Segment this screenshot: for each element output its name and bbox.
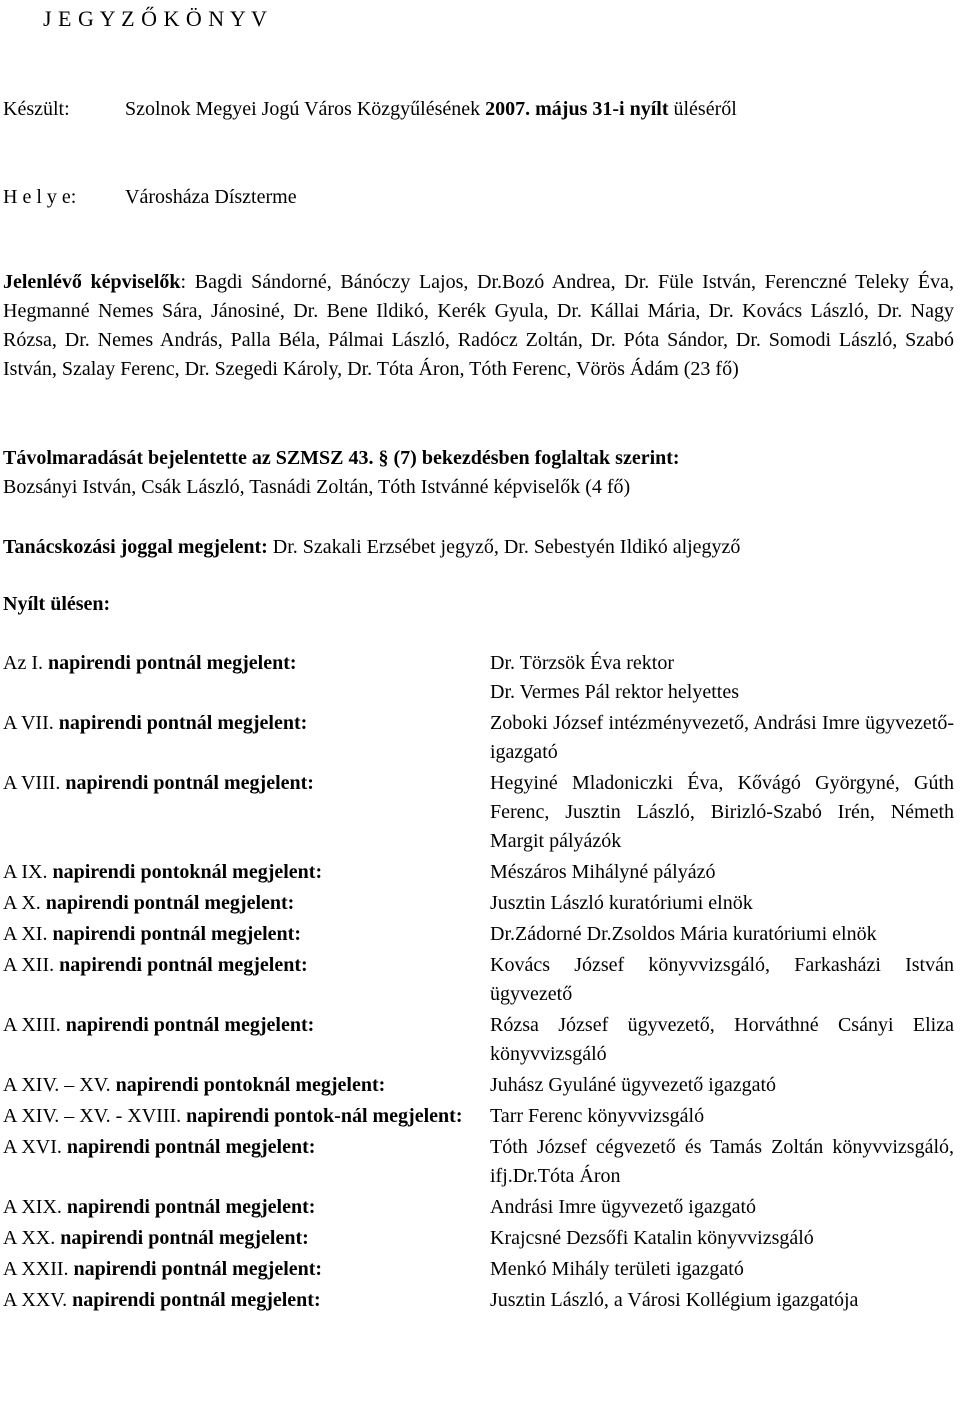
agenda-item-attendees: Zoboki József intézményvezető, Andrási Imre ügyvezető-igazgató xyxy=(490,712,954,763)
agenda-item-label xyxy=(3,1255,477,1284)
agenda-row xyxy=(3,1286,954,1315)
tavol-paragraph xyxy=(3,444,954,502)
agenda-item-number: A XXII. xyxy=(3,1258,69,1280)
agenda-item-text: napirendi pontoknál megjelent: xyxy=(47,861,323,883)
agenda-row xyxy=(3,709,954,767)
jelenlevo-label: Jelenlévő képviselők xyxy=(3,271,181,293)
jelenlevo-paragraph xyxy=(3,268,954,384)
tanacskozasi-line xyxy=(3,533,740,562)
agenda-item-text: napirendi pontoknál megjelent: xyxy=(110,1074,386,1096)
agenda-item-attendees: Mészáros Mihályné pályázó xyxy=(490,861,716,883)
agenda-row xyxy=(3,1102,954,1131)
agenda-item-number: A XVI. xyxy=(3,1136,62,1158)
agenda-item-label xyxy=(3,1193,477,1222)
agenda-item-text: napirendi pontnál megjelent: xyxy=(40,892,295,914)
tanacskozasi-label: Tanácskozási joggal megjelent: xyxy=(3,536,268,558)
agenda-item-label xyxy=(3,889,477,918)
agenda-item-text: napirendi pontnál megjelent: xyxy=(60,772,314,794)
agenda-attendees-list xyxy=(3,649,954,1317)
agenda-item-attendees: Tarr Ferenc könyvvizsgáló xyxy=(490,1105,705,1127)
row-spacer xyxy=(3,1315,954,1317)
agenda-item-attendees: Hegyiné Mladoniczki Éva, Kővágó Györgyné, Gúth Ferenc, Jusztin László, Birizló-Szabó Irén, Németh Margit pályázók xyxy=(490,772,954,852)
agenda-item-text: napirendi pontnál megjelent: xyxy=(68,1258,323,1280)
agenda-item-number: A IX. xyxy=(3,861,48,883)
agenda-item-attendees: Dr. Törzsök Éva rektor Dr. Vermes Pál rektor helyettes xyxy=(490,652,740,703)
agenda-item-attendees: Menkó Mihály területi igazgató xyxy=(490,1258,744,1280)
agenda-item-number: A VII. xyxy=(3,712,54,734)
agenda-item-attendees: Dr.Zádorné Dr.Zsoldos Mária kuratóriumi elnök xyxy=(490,923,877,945)
tavol-label: Távolmaradását bejelentette az SZMSZ 43. § (7) bekezdésben foglaltak szerint: xyxy=(3,447,680,469)
keszult-text-post: üléséről xyxy=(668,98,737,120)
agenda-item-number: A XIII. xyxy=(3,1014,61,1036)
agenda-item-attendees: Jusztin László, a Városi Kollégium igazgatója xyxy=(490,1289,859,1311)
agenda-item-text: napirendi pontnál megjelent: xyxy=(61,1136,316,1158)
helye-value: Városháza Díszterme xyxy=(125,186,297,208)
agenda-item-attendees: Tóth József cégvezető és Tamás Zoltán könyvvizsgáló, ifj.Dr.Tóta Áron xyxy=(490,1136,954,1187)
helye-label: H e l y e: xyxy=(3,186,77,208)
agenda-item-text: napirendi pontnál megjelent: xyxy=(54,954,308,976)
agenda-item-label xyxy=(3,1224,477,1253)
agenda-item-text: napirendi pontnál megjelent: xyxy=(53,712,308,734)
agenda-item-label xyxy=(3,1286,477,1315)
agenda-item-number: Az I. xyxy=(3,652,43,674)
agenda-item-label xyxy=(3,920,477,949)
agenda-item-label xyxy=(3,858,477,887)
keszult-label: Készült: xyxy=(3,98,70,120)
agenda-row xyxy=(3,1133,954,1191)
agenda-item-text: napirendi pontnál megjelent: xyxy=(61,1196,316,1218)
agenda-item-text: napirendi pontnál megjelent: xyxy=(60,1014,315,1036)
agenda-row xyxy=(3,951,954,1009)
agenda-item-text: napirendi pontok-nál megjelent: xyxy=(181,1105,463,1127)
agenda-item-number: A XX. xyxy=(3,1227,56,1249)
agenda-item-label xyxy=(3,1102,477,1131)
keszult-text-pre: Szolnok Megyei Jogú Város Közgyűlésének xyxy=(125,98,486,120)
agenda-row xyxy=(3,1224,954,1253)
agenda-item-label xyxy=(3,1011,477,1069)
keszult-date: 2007. május 31-i nyílt xyxy=(485,98,669,120)
agenda-item-number: A XII. xyxy=(3,954,55,976)
agenda-item-number: A XIV. – XV. - XVIII. xyxy=(3,1105,182,1127)
agenda-item-number: A X. xyxy=(3,892,41,914)
agenda-item-attendees: Andrási Imre ügyvezető igazgató xyxy=(490,1196,757,1218)
agenda-row xyxy=(3,1255,954,1284)
agenda-row xyxy=(3,858,954,887)
document-title: J E G Y Z Ő K Ö N Y V xyxy=(43,6,268,31)
agenda-item-attendees: Juhász Gyuláné ügyvezető igazgató xyxy=(490,1074,777,1096)
agenda-item-number: A XIV. – XV. xyxy=(3,1074,111,1096)
agenda-item-attendees: Kovács József könyvvizsgáló, Farkasházi István ügyvezető xyxy=(490,954,954,1005)
helye-line xyxy=(3,183,297,212)
tavol-text: Bozsányi István, Csák László, Tasnádi Zoltán, Tóth Istvánné képviselők (4 fő) xyxy=(3,476,631,498)
agenda-item-number: A XIX. xyxy=(3,1196,62,1218)
nyilt-ules-heading: Nyílt ülésen: xyxy=(3,593,111,615)
agenda-item-label xyxy=(3,1133,477,1191)
jelenlevo-text: : Bagdi Sándorné, Bánóczy Lajos, Dr.Bozó Andrea, Dr. Füle István, Ferenczné Teleky Éva, Hegmanné Nemes Sára, Jánosiné, Dr. Bene Ildikó, Kerék Gyula, Dr. Kállai Mária, Dr. Kovács László, Dr. Nagy Rózsa, Dr. Nemes András, Palla Béla, Pálmai László, Radócz Zoltán, Dr. Póta Sándor, Dr. Somodi László, Szabó István, Szalay Ferenc, Dr. Szegedi Károly, Dr. Tóta Áron, Tóth Ferenc, Vörös Ádám (23 fő) xyxy=(3,271,954,380)
agenda-item-number: A XXV. xyxy=(3,1289,68,1311)
agenda-row xyxy=(3,889,954,918)
agenda-row xyxy=(3,769,954,856)
agenda-item-attendees: Jusztin László kuratóriumi elnök xyxy=(490,892,753,914)
keszult-line xyxy=(3,95,737,124)
agenda-item-label xyxy=(3,951,477,1009)
agenda-item-text: napirendi pontnál megjelent: xyxy=(47,923,301,945)
agenda-item-text: napirendi pontnál megjelent: xyxy=(42,652,297,674)
agenda-row xyxy=(3,1193,954,1222)
agenda-row xyxy=(3,649,954,707)
agenda-item-label xyxy=(3,709,477,767)
agenda-item-label xyxy=(3,1071,477,1100)
agenda-item-label xyxy=(3,649,477,707)
agenda-item-attendees: Rózsa József ügyvezető, Horváthné Csányi Eliza könyvvizsgáló xyxy=(490,1014,954,1065)
agenda-item-text: napirendi pontnál megjelent: xyxy=(67,1289,321,1311)
agenda-row xyxy=(3,1011,954,1069)
agenda-row xyxy=(3,1071,954,1100)
agenda-item-attendees: Krajcsné Dezsőfi Katalin könyvvizsgáló xyxy=(490,1227,814,1249)
agenda-item-number: A VIII. xyxy=(3,772,61,794)
agenda-item-label xyxy=(3,769,477,856)
agenda-row xyxy=(3,920,954,949)
agenda-item-text: napirendi pontnál megjelent: xyxy=(55,1227,309,1249)
tanacskozasi-text: Dr. Szakali Erzsébet jegyző, Dr. Sebestyén Ildikó aljegyző xyxy=(267,536,741,558)
agenda-item-number: A XI. xyxy=(3,923,48,945)
